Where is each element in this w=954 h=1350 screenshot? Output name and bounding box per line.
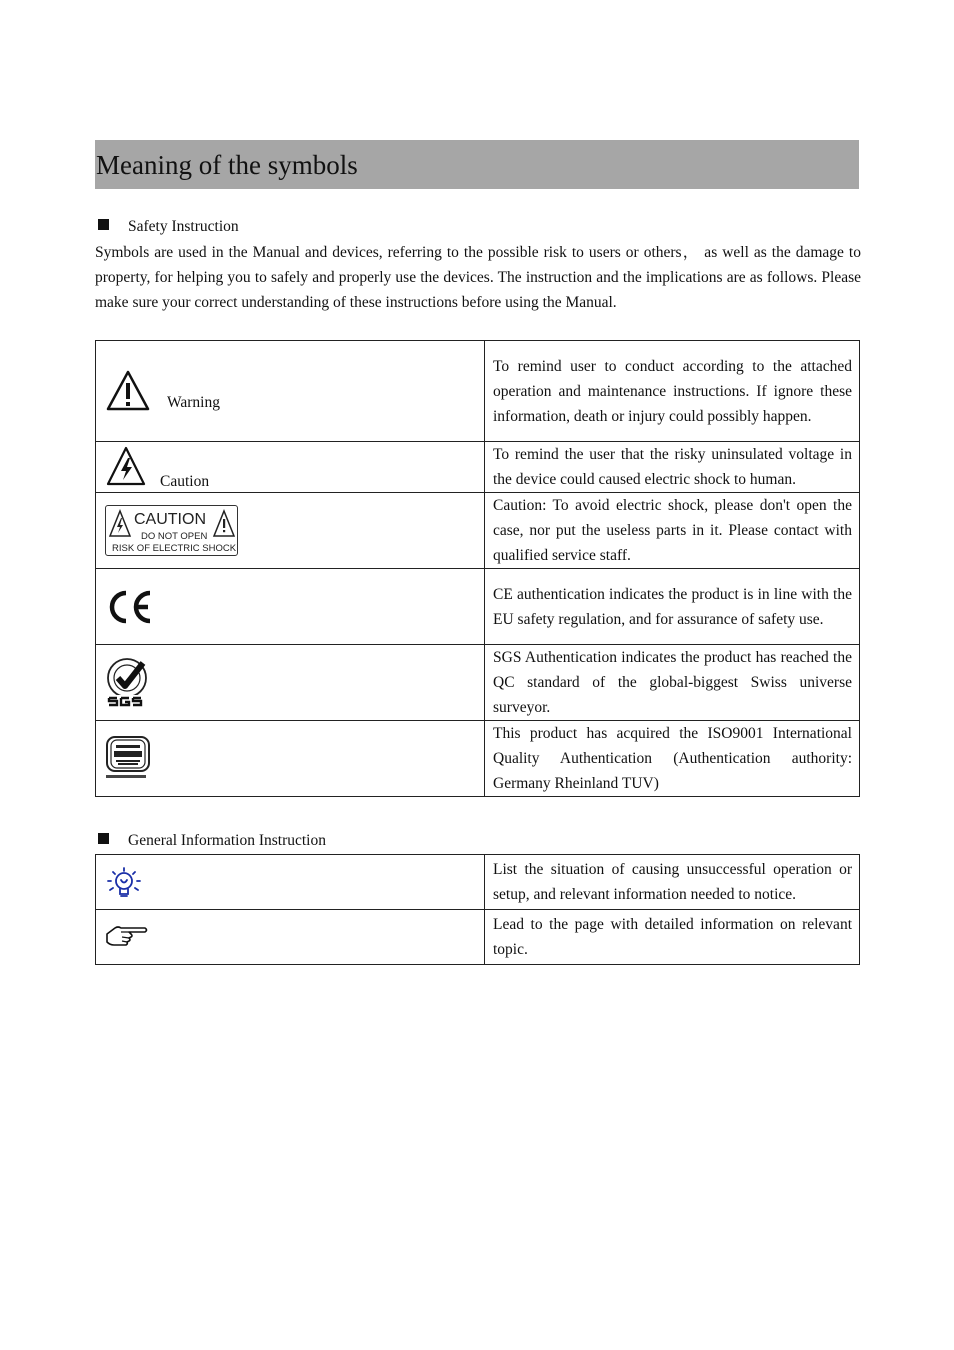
safety-section-heading: Safety Instruction <box>95 217 239 237</box>
ce-description: CE authentication indicates the product is in line with the EU safety regulation, and for assurance of safety use. <box>485 569 860 645</box>
table-row <box>96 910 860 965</box>
electric-shock-triangle-icon <box>105 446 147 488</box>
warning-description: To remind user to conduct according to the attached operation and maintenance instructions. If ignore these information, death or injury could possibly happen. <box>485 341 860 442</box>
sgs-certification-icon <box>105 657 153 709</box>
page-title-bar <box>95 140 859 189</box>
general-section-heading: General Information Instruction <box>95 831 326 851</box>
table-row <box>96 721 860 797</box>
tuv-cert-icon <box>105 735 153 783</box>
general-info-table <box>95 854 860 965</box>
caution-label-line2: RISK OF ELECTRIC SHOCK <box>112 543 237 554</box>
warning-label: Warning <box>167 394 220 411</box>
reference-description: Lead to the page with detailed information on relevant topic. <box>485 910 860 965</box>
table-row <box>96 341 860 442</box>
warning-triangle-icon <box>212 509 236 539</box>
lightbulb-tip-icon <box>105 865 143 899</box>
caution-label: Caution <box>160 473 210 490</box>
page-title: Meaning of the symbols <box>96 150 358 180</box>
caution-label-title: CAUTION <box>134 511 206 528</box>
table-row <box>96 493 860 569</box>
caution-description: To remind the user that the risky uninsulated voltage in the device could caused electric shock to human. <box>485 442 860 493</box>
table-row <box>96 442 860 493</box>
bullet-square-icon <box>98 219 109 230</box>
safety-intro-paragraph: Symbols are used in the Manual and devices, referring to the possible risk to users or others， as well as the damage to property, for helping you to safely and properly use the devices. The instruction and the implications are as follows. Please make sure your correct understanding of these instructions before using the Manual. <box>95 244 861 311</box>
pointing-hand-icon <box>105 924 149 950</box>
table-row <box>96 569 860 645</box>
caution-label-icon <box>105 505 238 556</box>
table-row <box>96 645 860 721</box>
table-row <box>96 855 860 910</box>
bullet-square-icon <box>98 833 109 844</box>
sgs-description: SGS Authentication indicates the product has reached the QC standard of the global-biggest Swiss universe surveyor. <box>485 645 860 721</box>
caution-label-line1: DO NOT OPEN <box>141 531 208 542</box>
electric-shock-triangle-icon <box>108 509 132 539</box>
tuv-description: This product has acquired the ISO9001 International Quality Authentication (Authentication authority: Germany Rheinland TUV) <box>485 721 860 797</box>
caution-label-description: Caution: To avoid electric shock, please don't open the case, nor put the useless parts in it. Please contact with qualified service staff. <box>485 493 860 569</box>
warning-triangle-icon <box>105 369 151 413</box>
ce-mark-icon <box>105 588 153 626</box>
safety-symbols-table <box>95 340 860 797</box>
tip-description: List the situation of causing unsuccessful operation or setup, and relevant information needed to notice. <box>485 855 860 910</box>
